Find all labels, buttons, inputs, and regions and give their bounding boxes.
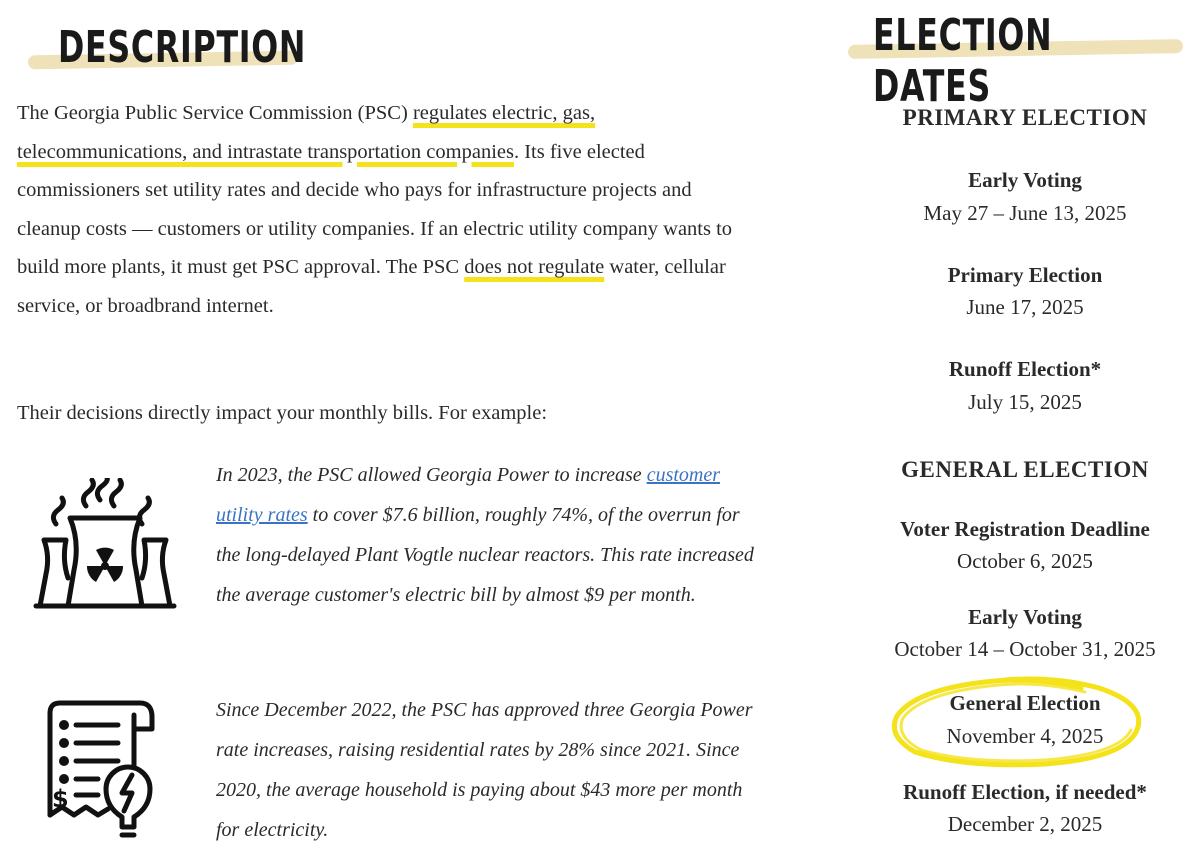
primary-election-title: PRIMARY ELECTION — [902, 105, 1148, 130]
general-runoff-date: December 2, 2025 — [947, 812, 1103, 836]
customer-utility-rates-link[interactable]: customer utility rates — [216, 464, 721, 526]
highlight-does-not-regulate: does not regulate — [464, 256, 605, 278]
example-rate-increases: Since December 2022, the PSC has approved three Georgia Power rate increases, raising residential rates by 28% since 2021. Since 2020, the average household is paying about $43 more per month for electricity. — [216, 699, 753, 841]
primary-runoff-label: Runoff Election* — [948, 357, 1102, 381]
general-election-circle-highlight — [885, 672, 1150, 770]
primary-early-voting-date: May 27 – June 13, 2025 — [923, 201, 1127, 225]
impact-intro: Their decisions directly impact your monthly bills. For example: — [17, 402, 548, 424]
general-election-date: November 4, 2025 — [946, 724, 1104, 748]
description-heading: DESCRIPTION — [58, 22, 307, 73]
highlight-regulates: regulates electric, gas, telecommunications, and intrastate transportation companies — [17, 102, 596, 163]
bill-dollar-sign: $ — [52, 785, 69, 813]
voter-registration-date: October 6, 2025 — [957, 549, 1093, 573]
primary-runoff-date: July 15, 2025 — [968, 390, 1082, 414]
general-election-title: GENERAL ELECTION — [901, 457, 1149, 482]
description-text: The Georgia Public Service Commission (PSC) — [17, 102, 413, 124]
primary-election-date: June 17, 2025 — [966, 295, 1084, 319]
nuclear-plant-icon — [30, 478, 180, 613]
description-paragraph — [17, 94, 737, 325]
example-vogtle — [216, 455, 756, 615]
election-dates-heading: ELECTION DATES — [873, 10, 1053, 112]
general-early-voting-label: Early Voting — [968, 605, 1082, 629]
primary-election-label: Primary Election — [947, 263, 1103, 287]
description-text: . Its five elected commissioners set utility rates and decide who pays for infrastructure projects and cleanup costs — customers or utility companies. If an electric utility company wants to build more plants, it must get PSC approval. The PSC — [17, 140, 733, 278]
general-early-voting-date: October 14 – October 31, 2025 — [894, 637, 1156, 661]
voter-registration-label: Voter Registration Deadline — [900, 517, 1150, 541]
example-text: In 2023, the PSC allowed Georgia Power to increase — [216, 464, 647, 486]
electric-bill-icon — [36, 695, 166, 845]
general-election-label: General Election — [949, 691, 1101, 715]
description-text: water, cellular service, or broadbrand internet. — [17, 256, 726, 317]
general-runoff-label: Runoff Election, if needed* — [903, 780, 1147, 804]
primary-early-voting-label: Early Voting — [968, 168, 1082, 192]
example-text: to cover $7.6 billion, roughly 74%, of the overrun for the long-delayed Plant Vogtle nuclear reactors. This rate increased the average customer's electric bill by almost $9 per month. — [216, 504, 754, 606]
